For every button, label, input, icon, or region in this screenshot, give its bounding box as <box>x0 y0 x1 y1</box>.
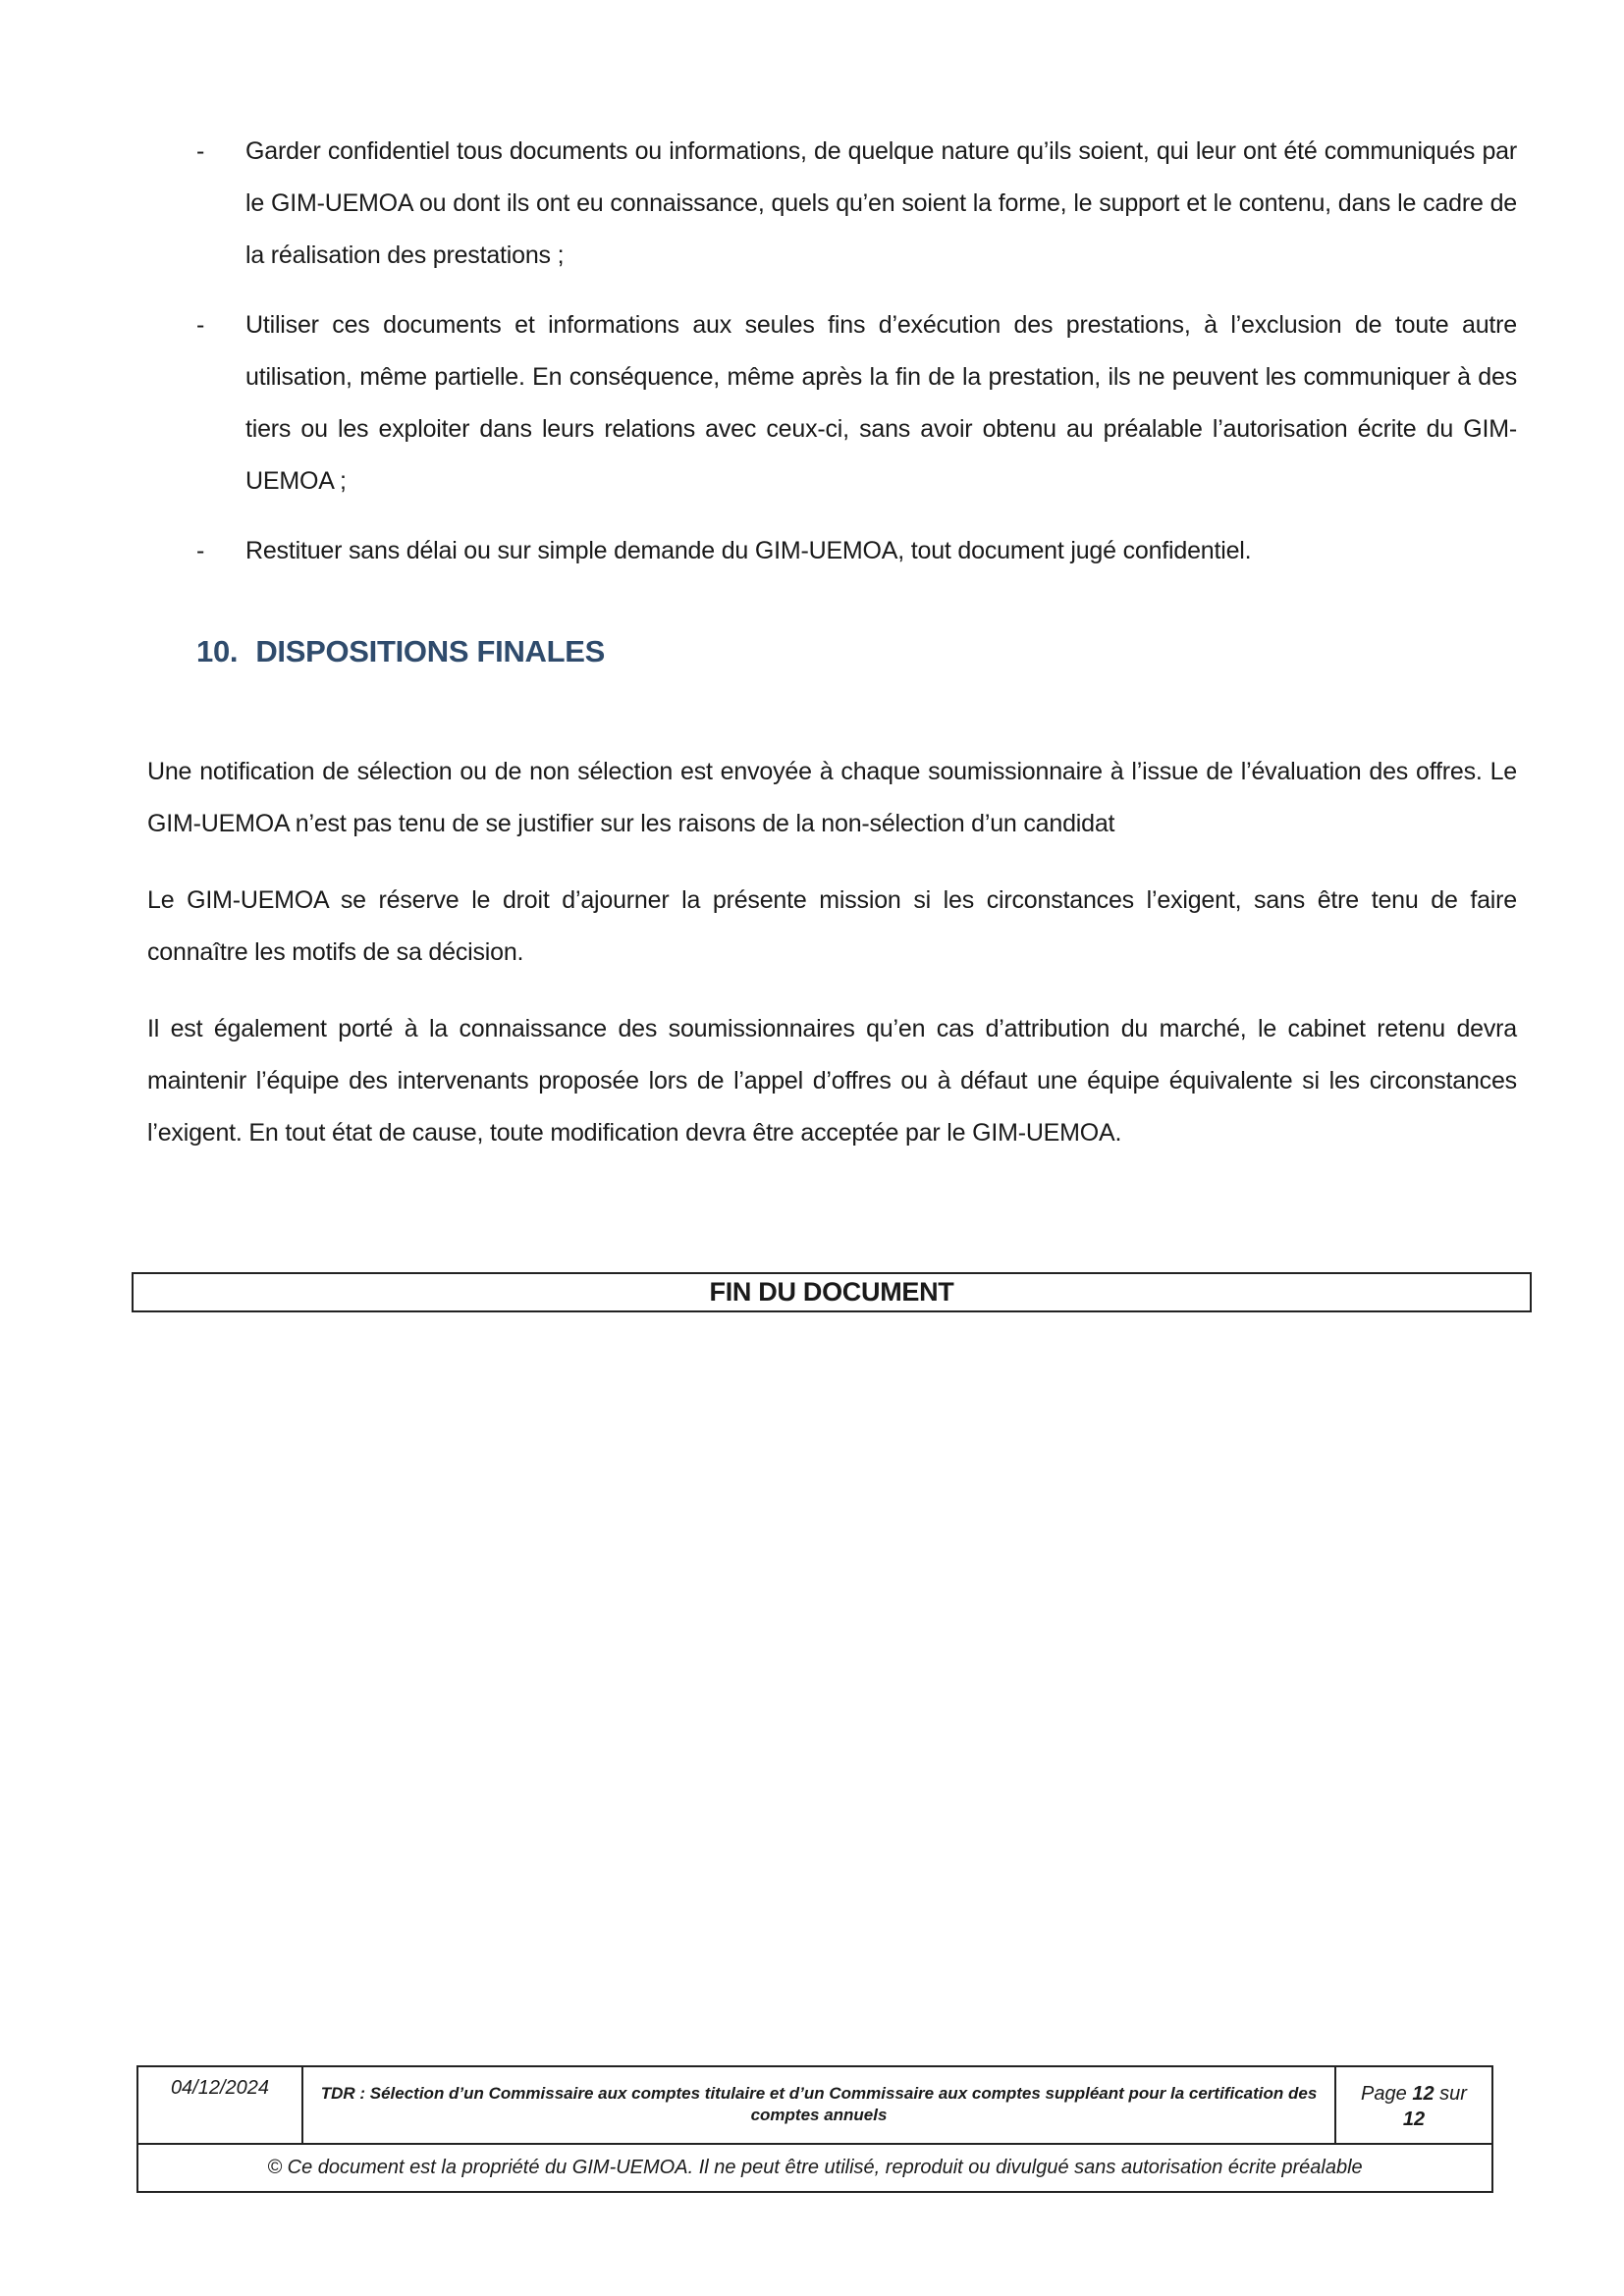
section-number: 10. <box>196 634 239 668</box>
bullet-item <box>147 126 1517 282</box>
page-middle: sur <box>1439 2083 1467 2105</box>
bullet-text: Utiliser ces documents et informations aux seules fins d’exécution des prestations, à l’exclusion de toute autre utilisation, même partielle. En conséquence, même après la fin de la prestation, ils ne peuvent les communiquer à des tiers ou les exploiter dans leurs relations avec ceux-ci, sans avoir obtenu au préalable l’autorisation écrite du GIM-UEMOA ; <box>245 311 1517 495</box>
paragraph: Il est également porté à la connaissance des soumissionnaires qu’en cas d’attribution du marché, le cabinet retenu devra maintenir l’équipe des intervenants proposée lors de l’appel d’offres ou à défaut une équipe équivalente si les circonstances l’exigent. En tout état de cause, toute modification devra être acceptée par le GIM-UEMOA. <box>147 1015 1517 1147</box>
page-total: 12 <box>1402 2109 1426 2130</box>
footer-top-row <box>138 2067 1491 2145</box>
page-footer <box>136 2065 1493 2193</box>
page-current: 12 <box>1412 2083 1435 2105</box>
body-paragraphs <box>147 746 1517 1173</box>
bullet-marker: - <box>196 137 205 165</box>
bullet-list <box>147 126 1517 595</box>
section-heading <box>196 634 605 669</box>
bullet-text: Restituer sans délai ou sur simple demande du GIM-UEMOA, tout document jugé confidentiel. <box>245 537 1252 564</box>
paragraph: Le GIM-UEMOA se réserve le droit d’ajourner la présente mission si les circonstances l’exigent, sans être tenu de faire connaître les motifs de sa décision. <box>147 886 1517 966</box>
section-title: DISPOSITIONS FINALES <box>255 634 606 668</box>
paragraph: Une notification de sélection ou de non sélection est envoyée à chaque soumissionnaire à l’issue de l’évaluation des offres. Le GIM-UEMOA n’est pas tenu de se justifier sur les raisons de la non-sélection d’un candidat <box>147 758 1517 837</box>
bullet-text: Garder confidentiel tous documents ou informations, de quelque nature qu’ils soient, qui leur ont été communiqués par le GIM-UEMOA ou dont ils ont eu connaissance, quels qu’en soient la forme, le support et le contenu, dans le cadre de la réalisation des prestations ; <box>245 137 1517 269</box>
bullet-marker: - <box>196 537 205 564</box>
page-prefix: Page <box>1361 2083 1407 2105</box>
footer-document-title: TDR : Sélection d’un Commissaire aux comptes titulaire et d’un Commissaire aux comptes suppléant pour la certification des comptes annuels <box>303 2067 1336 2143</box>
bullet-item <box>147 299 1517 507</box>
bullet-marker: - <box>196 311 205 339</box>
footer-copyright: © Ce document est la propriété du GIM-UEMOA. Il ne peut être utilisé, reproduit ou divulgué sans autorisation écrite préalable <box>267 2157 1363 2178</box>
footer-date: 04/12/2024 <box>138 2067 303 2143</box>
bullet-item <box>147 525 1517 577</box>
end-of-document-box: FIN DU DOCUMENT <box>132 1272 1532 1312</box>
footer-page-number <box>1336 2067 1491 2143</box>
